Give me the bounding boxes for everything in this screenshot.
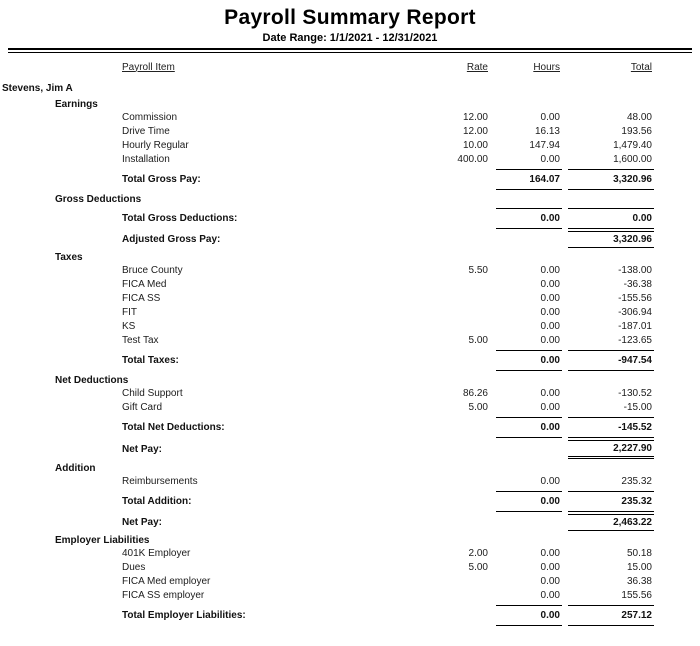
total-row — [0, 491, 700, 512]
total-value: -138.00 — [618, 265, 652, 276]
total-hours-value: 0.00 — [496, 350, 562, 371]
payroll-item-row — [0, 111, 700, 125]
total-amount-value: 3,320.96 — [568, 169, 654, 190]
header-rule — [8, 48, 692, 53]
hours-value: 0.00 — [540, 321, 560, 332]
payroll-item-row — [0, 139, 700, 153]
payroll-item-name: Dues — [122, 562, 146, 573]
payroll-item-row — [0, 153, 700, 167]
payroll-item-name: KS — [122, 321, 136, 332]
section-header-row — [0, 250, 700, 264]
employee-row — [0, 81, 700, 95]
summary-label: Adjusted Gross Pay: — [122, 234, 221, 245]
rate-value: 12.00 — [462, 112, 488, 123]
total-row — [0, 350, 700, 371]
total-hours-value: 164.07 — [496, 169, 562, 190]
payroll-item-row — [0, 561, 700, 575]
rate-value: 86.26 — [462, 388, 488, 399]
hours-value: 0.00 — [540, 562, 560, 573]
payroll-item-name: FICA Med — [122, 279, 167, 290]
section-header-row — [0, 533, 700, 547]
summary-amount-value: 2,463.22 — [568, 514, 654, 531]
total-value: -306.94 — [618, 307, 652, 318]
rate-value: 5.00 — [468, 562, 488, 573]
total-amount-value: -947.54 — [568, 350, 654, 371]
payroll-item-row — [0, 264, 700, 278]
hours-value: 0.00 — [540, 279, 560, 290]
rate-value: 2.00 — [468, 548, 488, 559]
payroll-item-row — [0, 320, 700, 334]
payroll-item-row — [0, 278, 700, 292]
hours-value: 0.00 — [540, 476, 560, 487]
column-header-row — [0, 59, 700, 75]
total-label: Total Gross Pay: — [122, 174, 201, 185]
report-body — [0, 81, 700, 626]
payroll-item-name: Bruce County — [122, 265, 183, 276]
section-header-label: Earnings — [55, 98, 98, 110]
total-value: -187.01 — [618, 321, 652, 332]
summary-row — [0, 514, 700, 531]
total-value: 50.18 — [626, 548, 652, 559]
hours-value: 0.00 — [540, 590, 560, 601]
payroll-item-name: FICA Med employer — [122, 576, 211, 587]
hours-value: 0.00 — [540, 154, 560, 165]
summary-row — [0, 231, 700, 248]
total-value: 15.00 — [626, 562, 652, 573]
total-label: Total Employer Liabilities: — [122, 610, 246, 621]
hours-value: 0.00 — [540, 335, 560, 346]
summary-row — [0, 440, 700, 459]
column-header-total: Total — [630, 61, 652, 73]
section-header-label: Net Deductions — [55, 374, 129, 386]
total-value: -36.38 — [623, 279, 652, 290]
section-header-label: Employer Liabilities — [55, 534, 150, 546]
total-row — [0, 417, 700, 438]
payroll-item-name: Reimbursements — [122, 476, 198, 487]
payroll-item-name: Hourly Regular — [122, 140, 189, 151]
total-value: 235.32 — [621, 476, 652, 487]
hours-value: 0.00 — [540, 307, 560, 318]
hours-value: 147.94 — [529, 140, 560, 151]
total-amount-value: -145.52 — [568, 417, 654, 438]
payroll-item-name: FICA SS employer — [122, 590, 205, 601]
column-header-payroll-item: Payroll Item — [122, 61, 175, 73]
total-hours-value: 0.00 — [496, 491, 562, 512]
total-amount-value: 0.00 — [568, 208, 654, 229]
hours-value: 16.13 — [534, 126, 560, 137]
payroll-item-name: Commission — [122, 112, 178, 123]
total-value: 193.56 — [621, 126, 652, 137]
column-header-hours: Hours — [533, 61, 560, 73]
total-label: Total Taxes: — [122, 355, 179, 366]
payroll-item-row — [0, 475, 700, 489]
payroll-item-name: 401K Employer — [122, 548, 191, 559]
section-header-row — [0, 373, 700, 387]
summary-amount-value: 3,320.96 — [568, 231, 654, 248]
section-header-label: Taxes — [55, 251, 83, 263]
rate-value: 5.50 — [468, 265, 488, 276]
payroll-item-name: Installation — [122, 154, 170, 165]
date-range: Date Range: 1/1/2021 - 12/31/2021 — [262, 32, 438, 44]
total-row — [0, 605, 700, 626]
payroll-item-name: FICA SS — [122, 293, 161, 304]
report-title: Payroll Summary Report — [224, 6, 476, 29]
payroll-item-row — [0, 387, 700, 401]
payroll-item-row — [0, 292, 700, 306]
total-label: Total Addition: — [122, 496, 192, 507]
total-hours-value: 0.00 — [496, 605, 562, 626]
section-header-row — [0, 97, 700, 111]
total-hours-value: 0.00 — [496, 417, 562, 438]
column-header-rate: Rate — [466, 61, 488, 73]
total-value: 36.38 — [626, 576, 652, 587]
rate-value: 10.00 — [462, 140, 488, 151]
total-value: -15.00 — [623, 402, 652, 413]
total-row — [0, 169, 700, 190]
total-value: -123.65 — [618, 335, 652, 346]
summary-label: Net Pay: — [122, 444, 163, 455]
payroll-item-row — [0, 125, 700, 139]
total-value: -155.56 — [618, 293, 652, 304]
payroll-item-name: FIT — [122, 307, 137, 318]
total-value: -130.52 — [618, 388, 652, 399]
payroll-item-row — [0, 575, 700, 589]
total-value: 1,479.40 — [613, 140, 652, 151]
payroll-item-row — [0, 547, 700, 561]
hours-value: 0.00 — [540, 548, 560, 559]
total-amount-value: 235.32 — [568, 491, 654, 512]
payroll-item-name: Drive Time — [122, 126, 170, 137]
section-header-label: Addition — [55, 462, 96, 474]
rate-value: 5.00 — [468, 402, 488, 413]
section-header-row — [0, 461, 700, 475]
hours-value: 0.00 — [540, 265, 560, 276]
payroll-item-name: Gift Card — [122, 402, 163, 413]
total-value: 155.56 — [621, 590, 652, 601]
hours-value: 0.00 — [540, 112, 560, 123]
rate-value: 400.00 — [457, 154, 488, 165]
summary-label: Net Pay: — [122, 517, 163, 528]
payroll-item-row — [0, 306, 700, 320]
rate-value: 5.00 — [468, 335, 488, 346]
rate-value: 12.00 — [462, 126, 488, 137]
total-label: Total Net Deductions: — [122, 422, 225, 433]
hours-value: 0.00 — [540, 576, 560, 587]
section-header-row — [0, 192, 700, 206]
hours-value: 0.00 — [540, 388, 560, 399]
payroll-item-row — [0, 589, 700, 603]
total-row — [0, 208, 700, 229]
hours-value: 0.00 — [540, 293, 560, 304]
payroll-item-row — [0, 401, 700, 415]
total-value: 1,600.00 — [613, 154, 652, 165]
hours-value: 0.00 — [540, 402, 560, 413]
payroll-item-row — [0, 334, 700, 348]
total-hours-value: 0.00 — [496, 208, 562, 229]
report-page — [0, 6, 700, 646]
employee-name: Stevens, Jim A — [2, 82, 73, 94]
payroll-item-name: Child Support — [122, 388, 183, 399]
total-value: 48.00 — [626, 112, 652, 123]
total-label: Total Gross Deductions: — [122, 213, 238, 224]
section-header-label: Gross Deductions — [55, 193, 142, 205]
summary-amount-value: 2,227.90 — [568, 440, 654, 459]
payroll-item-name: Test Tax — [122, 335, 159, 346]
total-amount-value: 257.12 — [568, 605, 654, 626]
